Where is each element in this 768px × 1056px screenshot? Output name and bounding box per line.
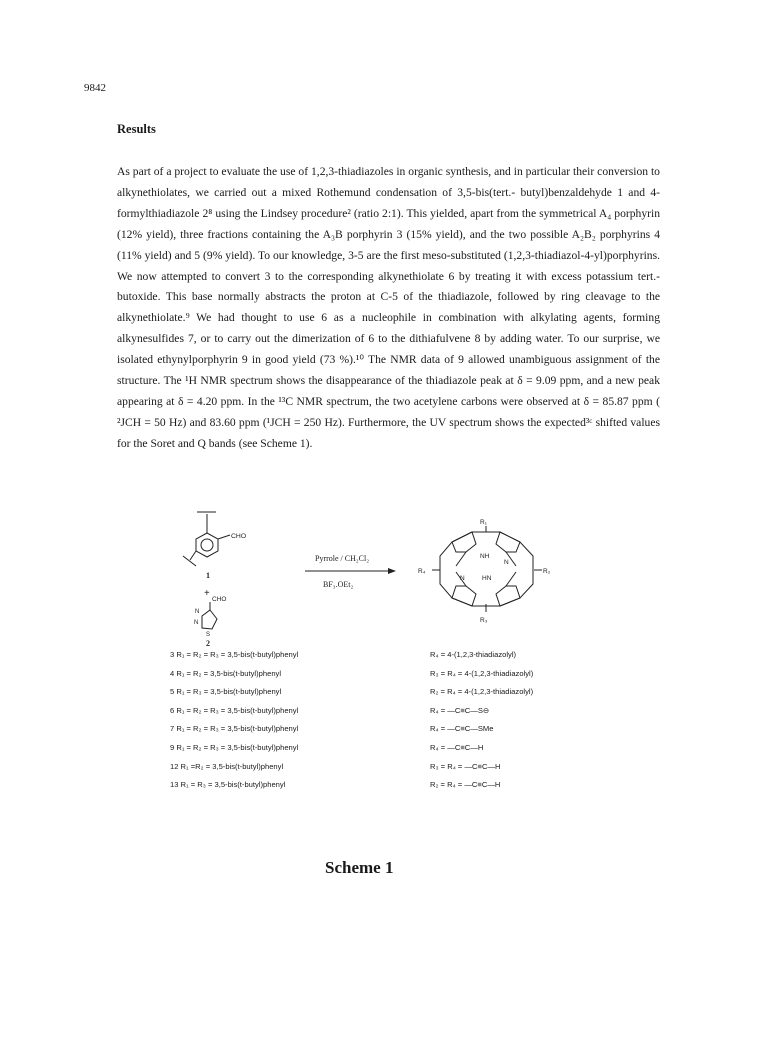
text-line: NMR spectrum, the two acetylene carbons were observed at δ = 85.87 ppm ( ²JCH = 50 Hz) and 83.60 ppm [117, 394, 660, 429]
porphyrin-structure [432, 526, 542, 612]
compound-row [170, 687, 630, 706]
compound-definition: 13 R₁ = R₃ = 3,5-bis(t-butyl)phenyl [170, 780, 286, 790]
text-line: (¹JCH = 250 Hz). Furthermore, the UV spectrum shows the expected³ᶜ shifted values for the Soret and Q bands [117, 415, 660, 450]
text-line: alkynethiolate 6 by treating it with excess potassium tert.-butoxide. This base normally abstracts the proton at [117, 269, 660, 304]
compound-row [170, 743, 630, 762]
r2-label: R₂ [543, 568, 551, 575]
substituent-definition: R₃ = R₄ = 4-(1,2,3-thiadiazolyl) [430, 668, 534, 678]
porphyrin-n-top: N [504, 559, 509, 566]
thiadiazole-s: S [206, 632, 211, 638]
text-line: 6 to the dithiafulvene 8 by adding water. To our surprise, we isolated ethynylporphyrin 9 in good yield (73 [117, 332, 660, 367]
substituent-definition: R₄ = —C≡C—S⊖ [430, 705, 490, 715]
r1-label: R₁ [480, 519, 487, 526]
compound-row [170, 706, 630, 725]
text-line: meso-substituted (1,2,3-thiadiazol-4-yl)porphyrins. We now attempted to convert 3 to the corresponding [117, 248, 660, 283]
reagents-top: Pyrrole / CH₂Cl₂ [315, 554, 370, 563]
scheme-caption: Scheme 1 [325, 858, 394, 877]
compound-definition: 3 R₁ = R₂ = R₃ = 3,5-bis(t-butyl)phenyl [170, 650, 299, 659]
compound-row [170, 780, 630, 799]
substituent-definition: R₂ = R₄ = 4-(1,2,3-thiadiazolyl) [430, 687, 534, 697]
compound-definition: 6 R₁ = R₂ = R₃ = 3,5-bis(t-butyl)phenyl [170, 705, 299, 715]
text-line: C-5 of the thiadiazole, followed by ring cleavage to the alkynethiolate.⁹ We had thought to use 6 as a [117, 290, 661, 325]
section-heading: Results [117, 122, 156, 136]
text-line: conversion to alkynethiolates, we carried out a mixed Rothemund condensation of 3,5-bis(tert.- [117, 165, 660, 199]
text-line: from the symmetrical A₄ porphyrin (12% yield), three fractions containing the A₃B porphyrin 3 (15% yield), [117, 206, 660, 241]
text-line: %).¹⁰ The NMR data of 9 allowed unambiguous assignment of the structure. The ¹H NMR spectrum shows the [117, 353, 660, 388]
substituent-definition: R₄ = 4-(1,2,3-thiadiazolyl) [430, 650, 517, 659]
r4-label: R₄ [418, 568, 426, 575]
compound-row [170, 650, 630, 669]
text-line: butyl)benzaldehyde 1 and 4-formylthiadiazole 2⁸ using the Lindsey procedure² (ratio 2:1). This yielded, apart [117, 185, 660, 220]
thiadiazole-n1: N [195, 609, 200, 615]
porphyrin-hn: HN [482, 575, 492, 582]
text-line: disappearance of the thiadiazole peak at δ = 9.09 ppm, and a new peak appearing at δ = 4.20 ppm. In the ¹³C [117, 374, 660, 408]
compound-table [170, 650, 630, 799]
text-line: nucleophile in combination with alkylating agents, forming alkynesulfides 7, or to carry out the dimerization of [117, 311, 660, 346]
reagents-bottom: BF₃.OEt₂ [323, 580, 354, 589]
compound-1-number: 1 [206, 571, 210, 580]
compound-definition: 5 R₁ = R₃ = 3,5-bis(t-butyl)phenyl [170, 687, 282, 697]
scheme-1 [150, 506, 630, 856]
cho-label-2: CHO [212, 596, 227, 603]
page-number: 9842 [84, 82, 106, 94]
porphyrin-n-bottom: N [460, 575, 465, 582]
compound-row [170, 724, 630, 743]
substituent-definition: R₂ = R₄ = —C≡C—H [430, 780, 501, 790]
compound-definition: 9 R₁ = R₂ = R₃ = 3,5-bis(t-butyl)phenyl [170, 742, 299, 752]
arrow-head [388, 568, 396, 574]
text-line: (see Scheme 1). [238, 436, 313, 450]
results-text [117, 162, 660, 455]
results-paragraph [117, 162, 660, 455]
thiadiazole-structure [202, 602, 217, 629]
compound-2-number: 2 [206, 639, 210, 648]
text-line: and the two possible A₂B₂ porphyrins 4 (11% yield) and 5 (9% yield). To our knowledge, 3-5 are the first [117, 227, 660, 262]
substituent-definition: R₄ = —C≡C—SMe [430, 724, 494, 734]
substituent-definition: R₃ = R₄ = —C≡C—H [430, 761, 501, 771]
text-line: As part of a project to evaluate the use of 1,2,3-thiadiazoles in organic synthesis, and in particular their [117, 165, 595, 178]
plus-sign: + [204, 588, 210, 599]
compound-row [170, 762, 630, 781]
r3-label: R₃ [480, 617, 488, 624]
substituent-definition: R₄ = —C≡C—H [430, 742, 484, 752]
benzaldehyde-structure [183, 512, 230, 566]
compound-row [170, 669, 630, 688]
compound-definition: 4 R₁ = R₂ = 3,5-bis(t-butyl)phenyl [170, 668, 282, 678]
cho-label-1: CHO [231, 533, 247, 540]
compound-definition: 12 R₁ =R₂ = 3,5-bis(t-butyl)phenyl [170, 761, 284, 771]
porphyrin-nh: NH [480, 553, 490, 560]
thiadiazole-n2: N [194, 620, 199, 626]
compound-definition: 7 R₁ = R₂ = R₃ = 3,5-bis(t-butyl)phenyl [170, 724, 299, 734]
